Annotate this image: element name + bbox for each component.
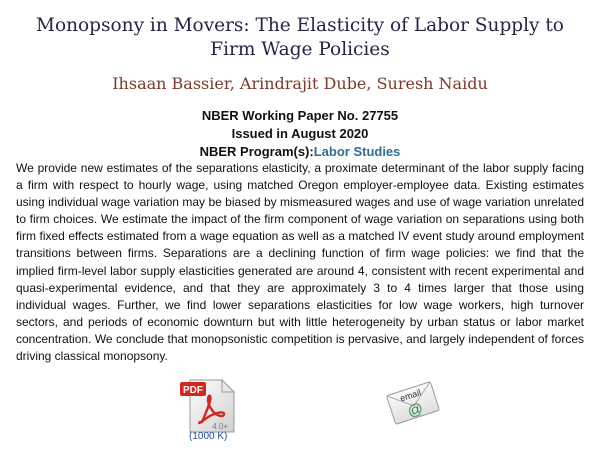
paper-meta (0, 107, 600, 161)
pdf-version-text: 4.0+ (212, 422, 228, 431)
paper-authors: Ihsaan Bassier, Arindrajit Dube, Suresh Naidu (112, 74, 488, 93)
abstract: We provide new estimates of the separations elasticity, a proximate determinant of the labor supply facing a firm with respect to hourly wage, using matched Oregon employer-employee data. Existing estimates using individual wage variation may be biased by mismeasured wages and use of wage variation unrelated to firm choices. We estimate the impact of the firm component of wage variation on separations using both firm fixed effects estimated from a wage equation as well as a matched IV event study around employment transitions between firms. Separations are a declining function of firm wage policies: we find that the implied firm-level labor supply elasticities generated are around 4, consistent with recent experimental and quasi-experimental evidence, and that they are approximately 3 to 4 times larger that those using individual wages. Further, we find lower separations elasticities for low wage workers, high turnover sectors, and periods of economic downturn but with little heterogeneity by urban status or labor market concentration. We conclude that monopsonistic competition is pervasive, and largely independent of forces driving classical monopsony. (16, 161, 584, 364)
email-icon (384, 378, 442, 428)
working-paper-number: NBER Working Paper No. 27755 (201, 108, 399, 123)
pdf-badge-text: PDF (183, 385, 203, 396)
at-symbol-text: @ (405, 399, 426, 421)
issue-date: Issued in August 2020 (231, 126, 369, 141)
email-share-link[interactable] (384, 378, 442, 428)
program-link-labor-studies[interactable]: Labor Studies (313, 144, 401, 159)
email-label-text: email (398, 387, 423, 404)
pdf-file-size[interactable]: (1000 K) (189, 431, 228, 442)
program-line (0, 143, 600, 161)
program-label: NBER Program(s): (199, 144, 314, 159)
paper-title: Monopsony in Movers: The Elasticity of Labor Supply to Firm Wage Policies (36, 15, 564, 60)
pdf-icon (178, 378, 238, 434)
